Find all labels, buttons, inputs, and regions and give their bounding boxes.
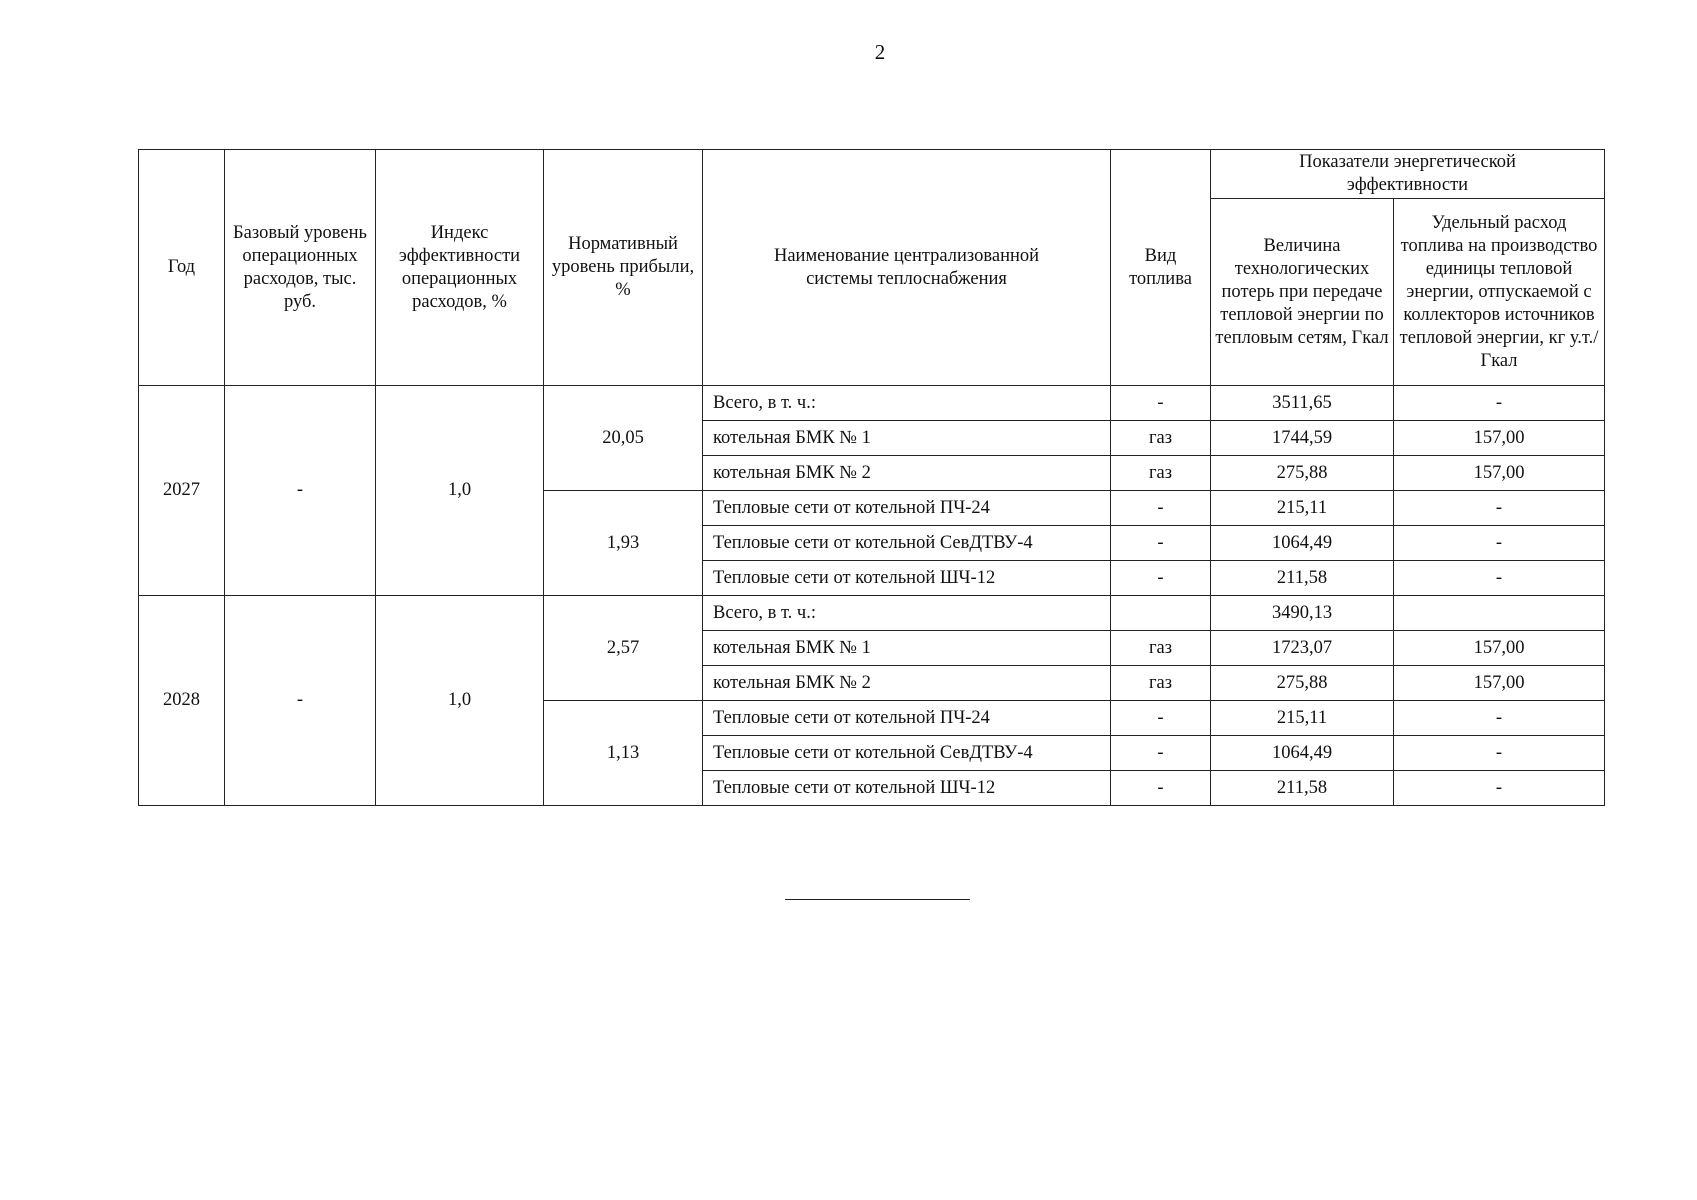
consumption-cell: - [1394,771,1605,806]
fuel-cell [1111,596,1211,631]
header-fuel-type: Вид топлива [1111,150,1211,386]
header-base-expenses: Базовый уровень операционных расходов, тыс. руб. [225,150,376,386]
losses-cell: 275,88 [1211,666,1394,701]
fuel-cell: - [1111,701,1211,736]
fuel-cell: - [1111,771,1211,806]
efficiency-index-cell: 1,0 [376,596,544,806]
base-expenses-cell: - [225,596,376,806]
losses-cell: 3511,65 [1211,386,1394,421]
consumption-cell [1394,596,1605,631]
losses-cell: 3490,13 [1211,596,1394,631]
consumption-cell: 157,00 [1394,421,1605,456]
system-name-cell: Тепловые сети от котельной СевДТВУ-4 [703,736,1111,771]
system-name-cell: Тепловые сети от котельной ПЧ-24 [703,701,1111,736]
header-efficiency-index: Индекс эффективности операционных расходов, % [376,150,544,386]
header-system-name: Наименование централизованной системы теплоснабжения [703,150,1111,386]
header-energy-efficiency-group: Показатели энергетической эффективности [1211,150,1605,199]
consumption-cell: 157,00 [1394,631,1605,666]
header-year: Год [139,150,225,386]
consumption-cell: - [1394,386,1605,421]
fuel-cell: - [1111,736,1211,771]
year-cell: 2028 [139,596,225,806]
consumption-cell: 157,00 [1394,456,1605,491]
consumption-cell: - [1394,491,1605,526]
fuel-cell: газ [1111,456,1211,491]
system-name-cell: котельная БМК № 2 [703,666,1111,701]
consumption-cell: - [1394,526,1605,561]
system-name-cell: Тепловые сети от котельной ШЧ-12 [703,771,1111,806]
system-name-cell: Тепловые сети от котельной ШЧ-12 [703,561,1111,596]
system-name-cell: Тепловые сети от котельной СевДТВУ-4 [703,526,1111,561]
end-of-document-rule [785,899,970,900]
profit-cell: 1,93 [544,491,703,596]
header-fuel-consumption: Удельный расход топлива на производство единицы тепловой энергии, отпускаемой с коллекторов источников тепловой энергии, кг у.т./Гкал [1394,199,1605,386]
losses-cell: 1064,49 [1211,736,1394,771]
losses-cell: 1064,49 [1211,526,1394,561]
year-cell: 2027 [139,386,225,596]
system-name-cell: Всего, в т. ч.: [703,596,1111,631]
table-row [139,386,1605,421]
fuel-cell: газ [1111,631,1211,666]
consumption-cell: - [1394,561,1605,596]
system-name-cell: котельная БМК № 1 [703,631,1111,666]
consumption-cell: - [1394,701,1605,736]
system-name-cell: Всего, в т. ч.: [703,386,1111,421]
efficiency-index-cell: 1,0 [376,386,544,596]
profit-cell: 1,13 [544,701,703,806]
losses-cell: 1744,59 [1211,421,1394,456]
header-heat-losses: Величина технологических потерь при передаче тепловой энергии по тепловым сетям, Гкал [1211,199,1394,386]
base-expenses-cell: - [225,386,376,596]
header-profit-level: Нормативный уровень прибыли, % [544,150,703,386]
consumption-cell: 157,00 [1394,666,1605,701]
page-number: 2 [874,40,886,64]
table-header [139,150,1605,386]
losses-cell: 211,58 [1211,771,1394,806]
losses-cell: 215,11 [1211,701,1394,736]
consumption-cell: - [1394,736,1605,771]
table-row [139,596,1605,631]
header-row-top [139,150,1605,199]
fuel-cell: - [1111,526,1211,561]
fuel-cell: газ [1111,666,1211,701]
fuel-cell: - [1111,561,1211,596]
losses-cell: 211,58 [1211,561,1394,596]
losses-cell: 275,88 [1211,456,1394,491]
system-name-cell: котельная БМК № 2 [703,456,1111,491]
system-name-cell: Тепловые сети от котельной ПЧ-24 [703,491,1111,526]
energy-efficiency-table [138,149,1605,806]
profit-cell: 20,05 [544,386,703,491]
fuel-cell: - [1111,386,1211,421]
fuel-cell: - [1111,491,1211,526]
fuel-cell: газ [1111,421,1211,456]
profit-cell: 2,57 [544,596,703,701]
system-name-cell: котельная БМК № 1 [703,421,1111,456]
losses-cell: 215,11 [1211,491,1394,526]
losses-cell: 1723,07 [1211,631,1394,666]
table-body [139,386,1605,806]
